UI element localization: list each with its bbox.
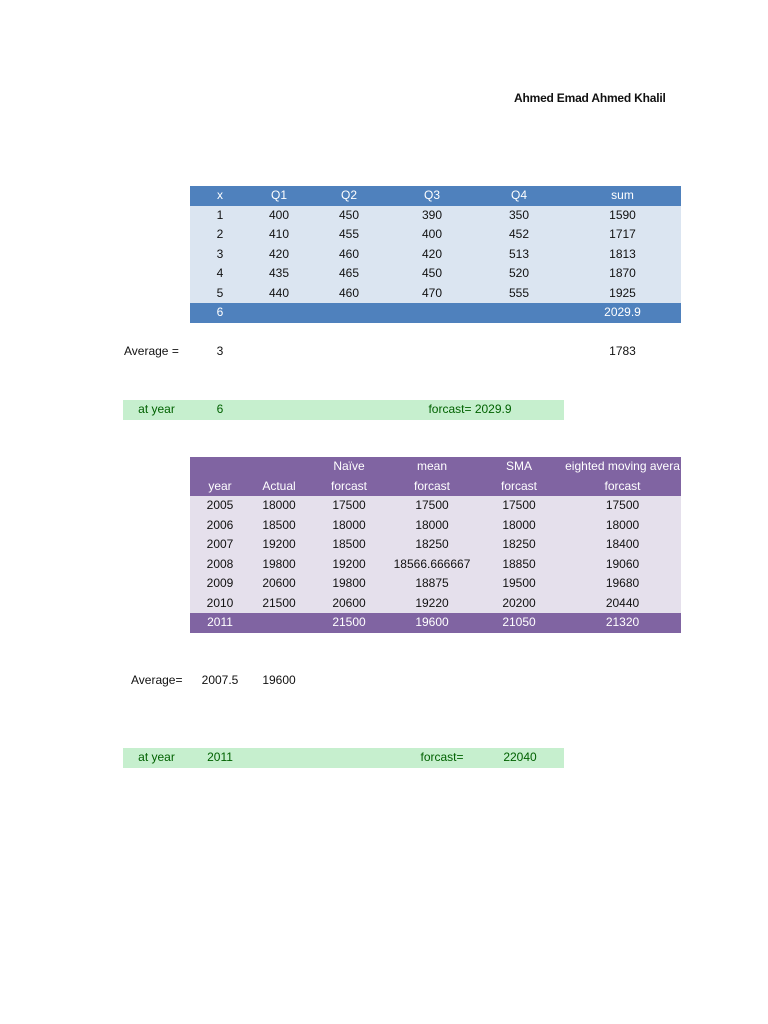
table-cell: 18250 <box>502 537 536 551</box>
header-cell: year <box>208 478 232 493</box>
forecast-value: forcast= 2029.9 <box>428 402 512 416</box>
table-row <box>190 535 681 555</box>
table-cell: 19500 <box>502 576 536 590</box>
table-cell: 1813 <box>609 246 636 261</box>
table-cell: 19680 <box>605 576 640 590</box>
table-cell: 18000 <box>262 498 296 512</box>
footer-cell: 19600 <box>415 615 449 629</box>
table-cell: 19060 <box>605 556 640 571</box>
table-cell: 460 <box>338 285 360 300</box>
table-cell: 470 <box>421 285 443 300</box>
table-cell: 17500 <box>415 498 449 512</box>
header-cell: sum <box>611 188 634 202</box>
table-cell: 400 <box>421 227 443 241</box>
table-cell: 1717 <box>609 227 636 241</box>
header-cell: Q4 <box>510 188 527 202</box>
table-cell: 2007 <box>206 537 234 551</box>
table-row <box>190 516 681 536</box>
header-cell: Q3 <box>423 188 440 202</box>
table-cell: 18400 <box>605 537 640 551</box>
table-cell: 513 <box>508 246 530 261</box>
table-cell: 18875 <box>415 576 449 590</box>
table-footer-row <box>190 303 681 323</box>
at-year-label: at year <box>138 402 175 416</box>
table-cell: 460 <box>338 246 360 261</box>
table-cell: 435 <box>268 266 290 280</box>
table-header-row <box>190 186 681 206</box>
table-cell: 18500 <box>262 517 296 532</box>
footer-cell: 21500 <box>332 615 366 629</box>
header-cell: forcast <box>604 478 641 493</box>
table-cell: 18500 <box>332 537 366 551</box>
table-cell: 455 <box>338 227 360 241</box>
table-header-row <box>190 457 681 477</box>
table-header-row <box>190 477 681 497</box>
header-cell: x <box>217 188 223 202</box>
forecast-row-1 <box>123 400 564 420</box>
footer-cell: 2011 <box>207 615 233 629</box>
footer-cell: 21050 <box>502 615 536 629</box>
table-cell: 520 <box>508 266 530 280</box>
table-cell: 390 <box>421 207 443 222</box>
table-cell: 18000 <box>605 517 640 532</box>
average-actual-value: 19600 <box>262 673 296 687</box>
author-name: Ahmed Emad Ahmed Khalil <box>514 91 666 105</box>
average-year-value: 2007.5 <box>201 673 239 687</box>
table-cell: 440 <box>268 285 290 300</box>
table-cell: 18250 <box>415 537 449 551</box>
table-row <box>190 225 681 245</box>
average-x-value: 3 <box>216 344 224 358</box>
header-cell: mean <box>416 459 448 473</box>
header-cell: forcast <box>413 478 450 493</box>
header-cell: eighted moving avera <box>565 459 680 473</box>
table-row <box>190 245 681 265</box>
table-cell: 450 <box>338 207 360 222</box>
footer-cell: 2029.9 <box>604 305 641 319</box>
table-cell: 18000 <box>332 517 366 532</box>
table-cell: 1925 <box>609 285 636 300</box>
average-label: Average= <box>131 673 183 687</box>
table-cell: 465 <box>338 266 360 280</box>
table-cell: 17500 <box>605 498 640 512</box>
table-row <box>190 555 681 575</box>
table-cell: 18566.666667 <box>393 556 471 571</box>
table-cell: 18000 <box>415 517 449 532</box>
table-cell: 452 <box>508 227 530 241</box>
table-cell: 420 <box>268 246 290 261</box>
table-cell: 2009 <box>206 576 234 590</box>
header-cell: SMA <box>505 459 532 473</box>
table-cell: 2005 <box>206 498 234 512</box>
table-cell: 18000 <box>502 517 536 532</box>
table-cell: 400 <box>268 207 290 222</box>
table-cell: 17500 <box>332 498 366 512</box>
table-cell: 1 <box>216 207 224 222</box>
forecast-year: 2011 <box>207 750 233 764</box>
table-cell: 4 <box>216 266 224 280</box>
header-cell: forcast <box>330 478 367 493</box>
header-cell: Q1 <box>270 188 287 202</box>
at-year-label: at year <box>138 750 175 764</box>
forecast-label: forcast= <box>420 750 464 764</box>
table-cell: 21500 <box>262 595 296 610</box>
header-cell: Q2 <box>340 188 357 202</box>
header-cell: forcast <box>500 478 537 493</box>
table-cell: 20200 <box>502 595 536 610</box>
table-row <box>190 206 681 226</box>
table-cell: 350 <box>508 207 530 222</box>
table-row <box>190 574 681 594</box>
table-cell: 20600 <box>262 576 296 590</box>
forecast-year: 6 <box>216 402 224 416</box>
table-cell: 18850 <box>502 556 536 571</box>
footer-cell: 21320 <box>605 615 640 629</box>
table-row <box>190 264 681 284</box>
table-cell: 410 <box>268 227 290 241</box>
table-cell: 19800 <box>262 556 296 571</box>
table-cell: 2006 <box>206 517 234 532</box>
table-footer-row <box>190 613 681 633</box>
average-sum-value: 1783 <box>609 344 636 358</box>
table-cell: 20600 <box>332 595 366 610</box>
table-cell: 450 <box>421 266 443 280</box>
table-cell: 20440 <box>605 595 640 610</box>
table-cell: 1590 <box>609 207 636 222</box>
table-row <box>190 594 681 614</box>
table-cell: 19220 <box>415 595 449 610</box>
average-label: Average = <box>124 344 179 358</box>
table-cell: 2 <box>216 227 224 241</box>
table-row <box>190 284 681 304</box>
table-cell: 5 <box>216 285 224 300</box>
footer-cell: 6 <box>216 305 224 319</box>
table-cell: 420 <box>421 246 443 261</box>
header-cell: Actual <box>262 478 296 493</box>
table-cell: 17500 <box>502 498 536 512</box>
forecast-row-2 <box>123 748 564 768</box>
table-cell: 2010 <box>206 595 234 610</box>
table-cell: 19200 <box>262 537 296 551</box>
table-cell: 1870 <box>609 266 636 280</box>
table-cell: 3 <box>216 246 224 261</box>
forecast-value: 22040 <box>503 750 537 764</box>
table-cell: 19200 <box>332 556 366 571</box>
table-row <box>190 496 681 516</box>
table-cell: 19800 <box>332 576 366 590</box>
table-cell: 2008 <box>206 556 234 571</box>
table-cell: 555 <box>508 285 530 300</box>
header-cell: Naïve <box>333 459 365 473</box>
